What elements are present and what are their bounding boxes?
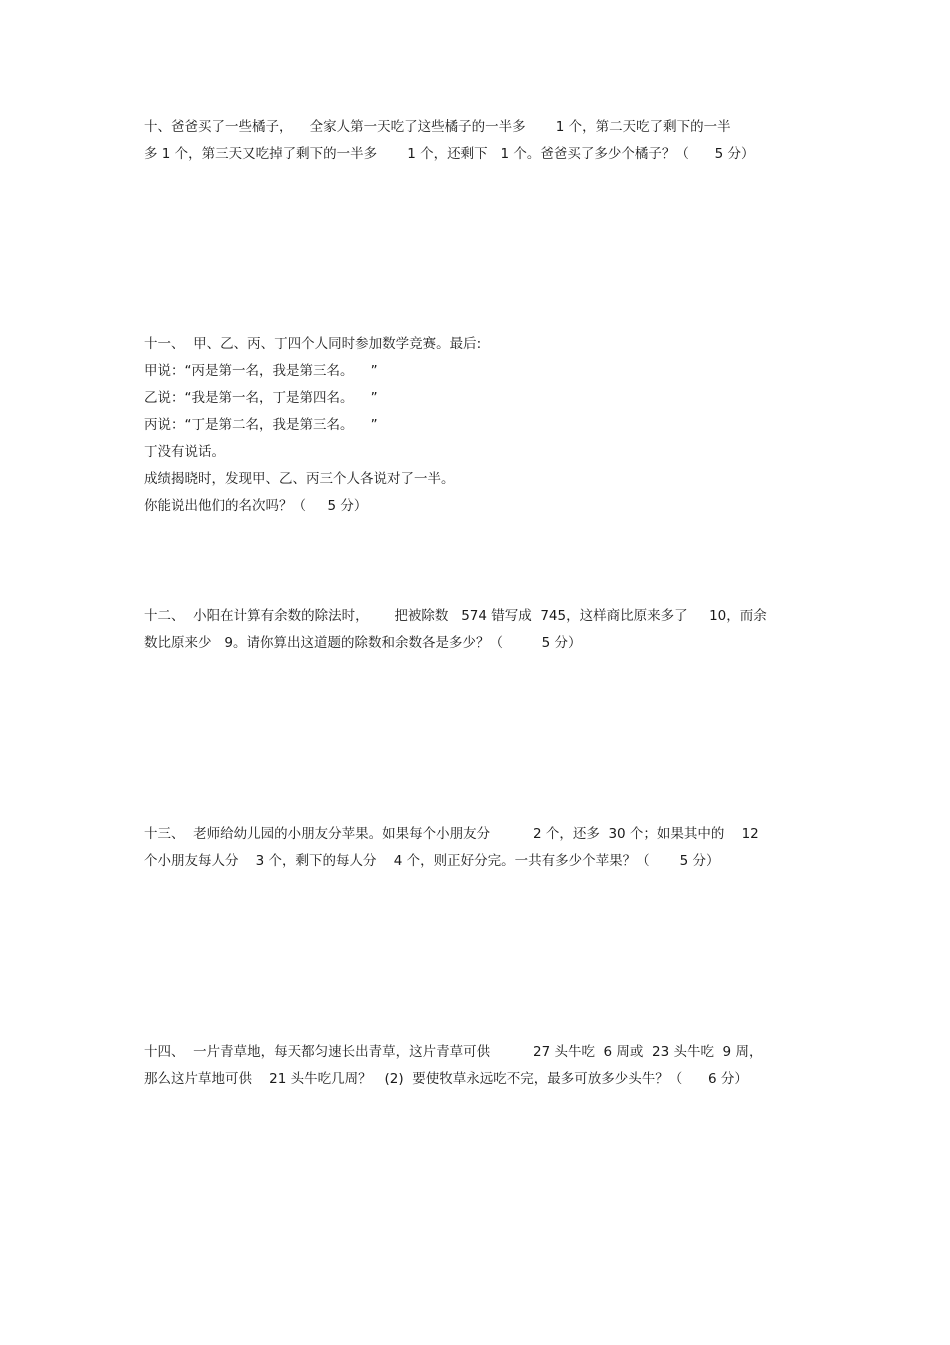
- question-13-line-1: 十三、 老师给幼儿园的小朋友分苹果。如果每个小朋友分 2 个，还多 30 个；如果其中的 12: [144, 826, 759, 842]
- question-11-line-6: 成绩揭晓时，发现甲、乙、丙三个人各说对了一半。: [144, 471, 455, 487]
- question-11-line-5: 丁没有说话。: [144, 444, 225, 460]
- question-10-line-1: 十、爸爸买了一些橘子， 全家人第一天吃了这些橘子的一半多 1 个，第二天吃了剩下的一半: [144, 119, 731, 135]
- question-13-line-2: 个小朋友每人分 3 个，剩下的每人分 4 个，则正好分完。一共有多少个苹果？（ 5 分）: [144, 853, 720, 869]
- question-14-line-2: 那么这片草地可供 21 头牛吃几周？ (2) 要使牧草永远吃不完，最多可放多少头牛？（ 6 分）: [144, 1071, 748, 1087]
- question-12-line-1: 十二、 小阳在计算有余数的除法时， 把被除数 574 错写成 745，这样商比原来多了 10，而余: [144, 608, 767, 624]
- question-11-line-1: 十一、 甲、乙、丙、丁四个人同时参加数学竞赛。最后:: [144, 336, 482, 352]
- question-12-line-2: 数比原来少 9。请你算出这道题的除数和余数各是多少？（ 5 分）: [144, 635, 582, 651]
- question-14-line-1: 十四、 一片青草地，每天都匀速长出青草，这片青草可供 27 头牛吃 6 周或 23 头牛吃 9 周，: [144, 1044, 763, 1060]
- question-11-line-2: 甲说：“丙是第一名，我是第三名。 ”: [144, 363, 378, 379]
- question-10-line-2: 多 1 个，第三天又吃掉了剩下的一半多 1 个，还剩下 1 个。爸爸买了多少个橘子？（ 5 分）: [144, 146, 755, 162]
- question-11-line-4: 丙说：“丁是第二名，我是第三名。 ”: [144, 417, 378, 433]
- question-11-line-7: 你能说出他们的名次吗？（ 5 分）: [144, 498, 368, 514]
- question-11-line-3: 乙说：“我是第一名，丁是第四名。 ”: [144, 390, 378, 406]
